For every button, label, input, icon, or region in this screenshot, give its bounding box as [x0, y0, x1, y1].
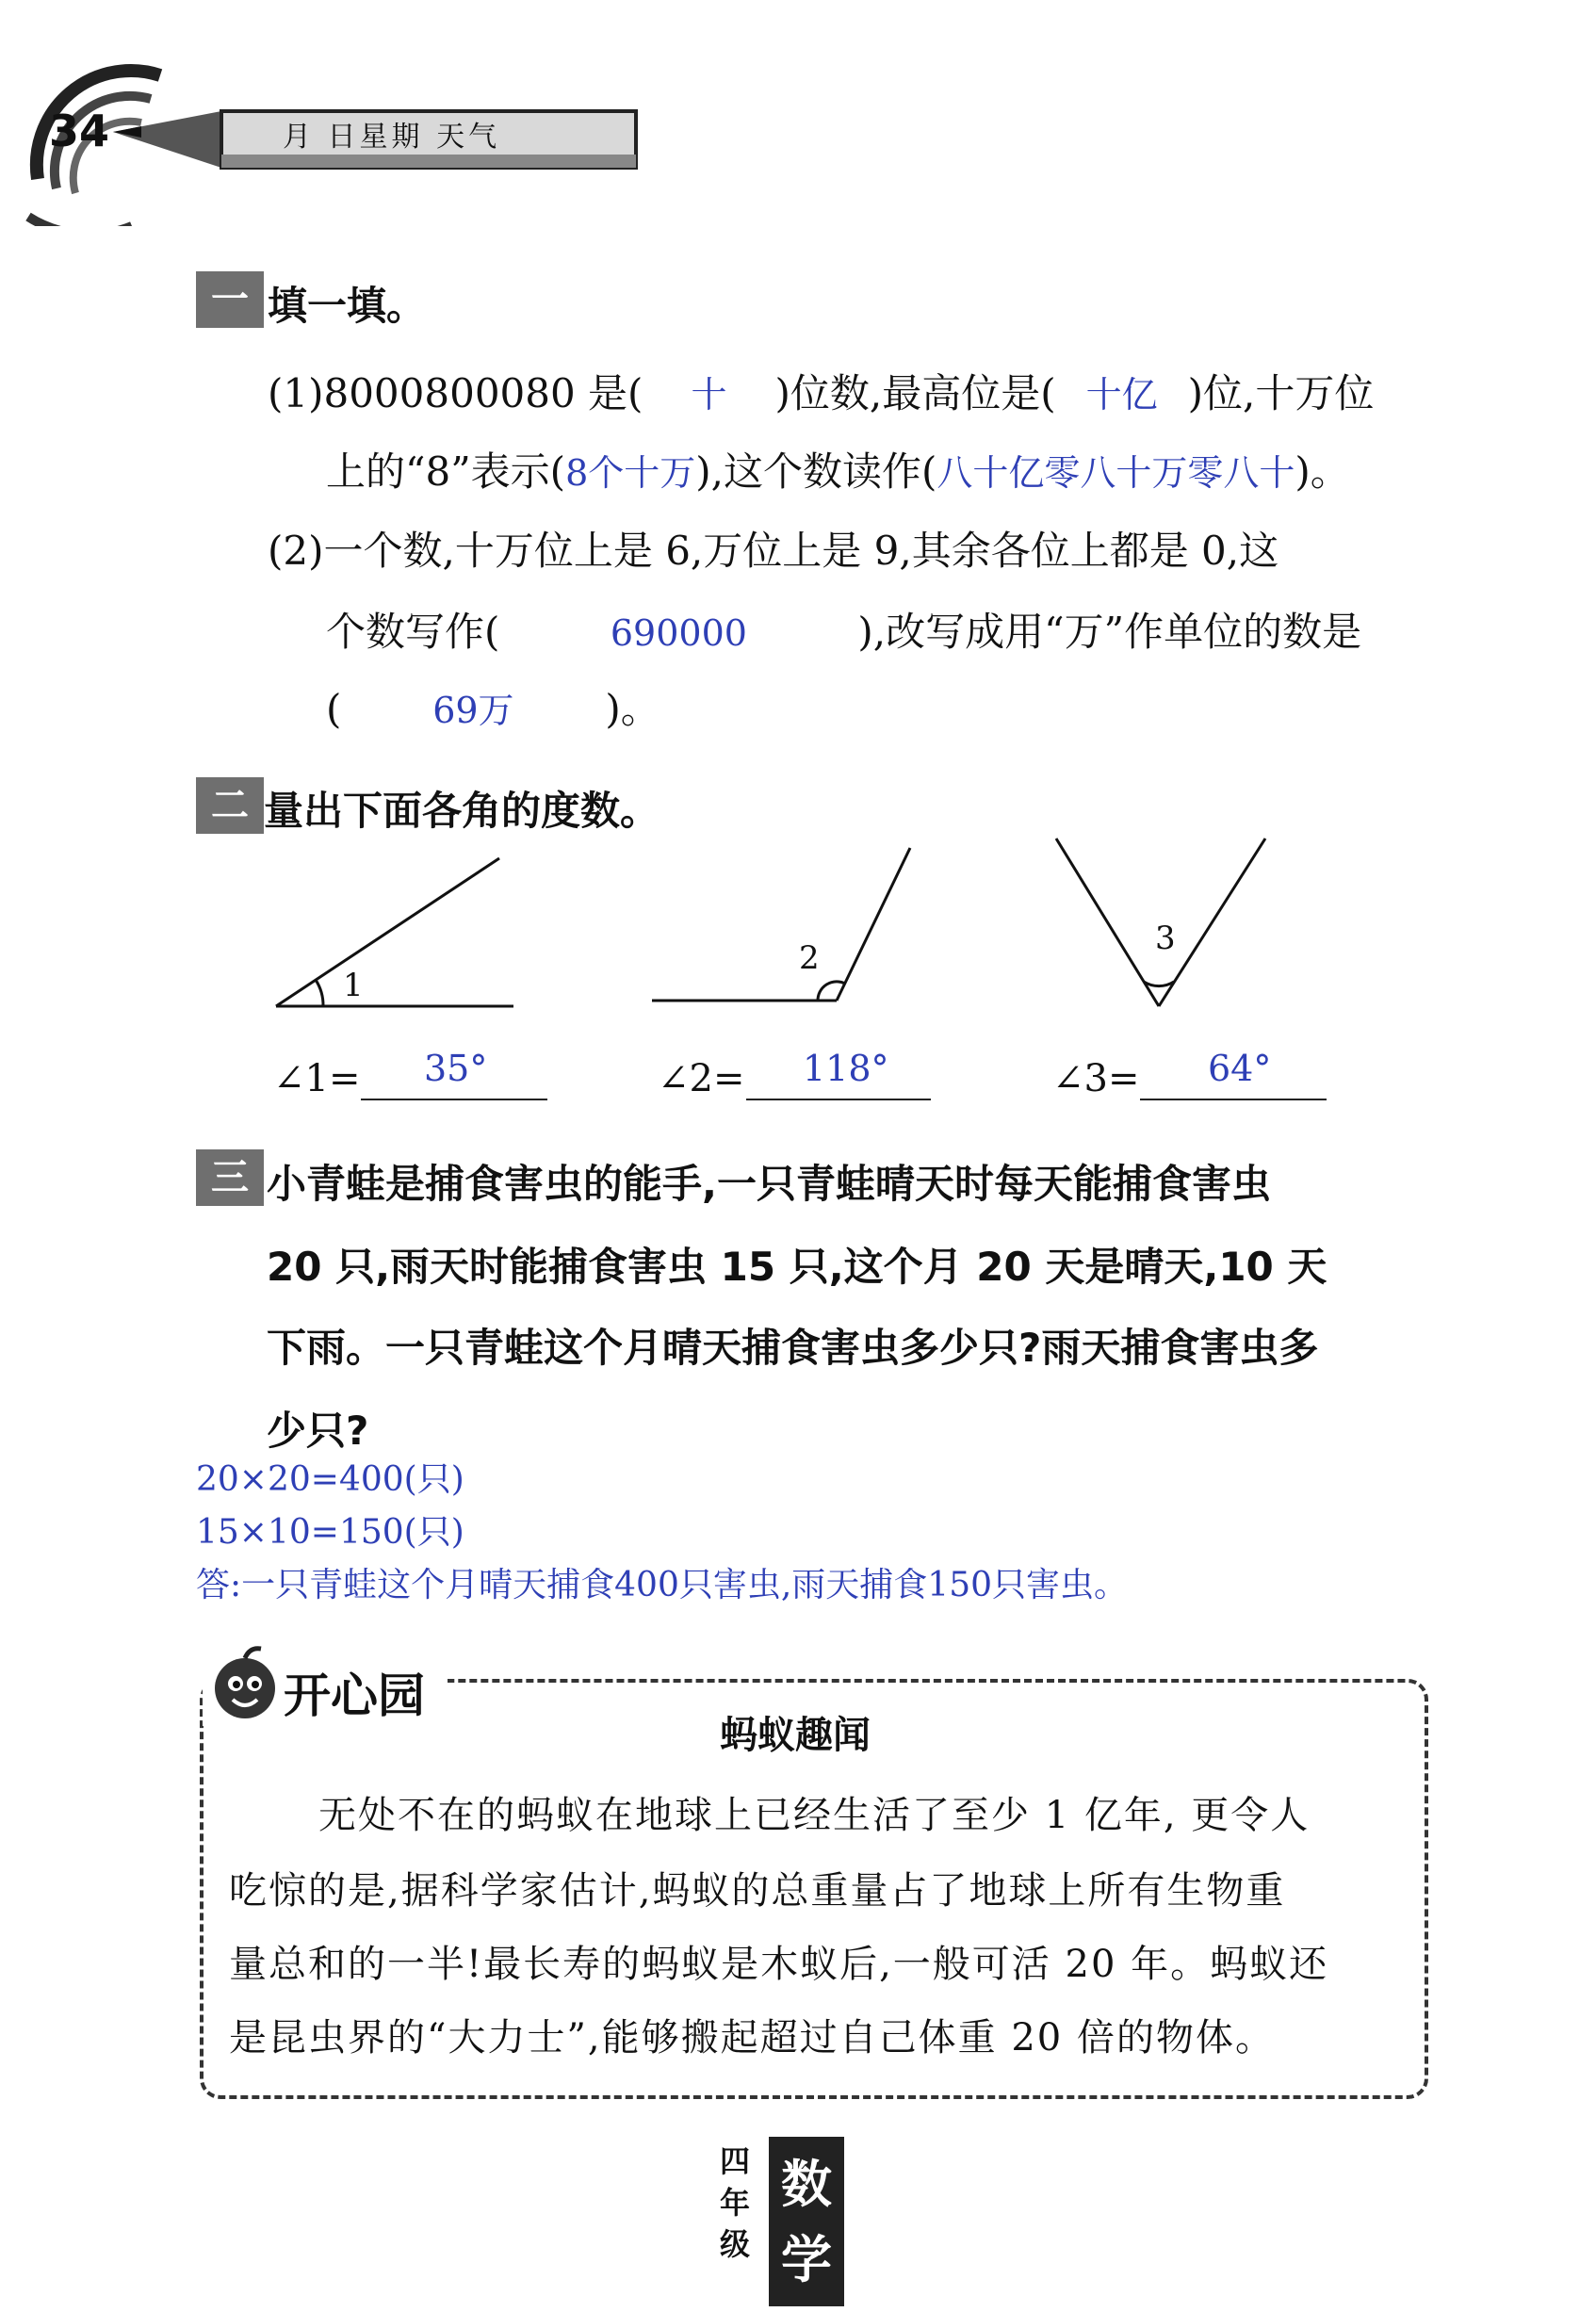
grade-char-2: 年 — [719, 2185, 750, 2221]
question-1-line-1 — [268, 363, 1374, 419]
problem-line-1: 小青蛙是捕食害虫的能手,一只青蛙晴天时每天能捕食害虫 — [267, 1161, 1271, 1207]
q1-text-c: )位,十万位 — [1187, 370, 1375, 416]
angle-figures — [0, 829, 1596, 1036]
answer-line: 答:一只青蛙这个月晴天捕食400只害虫,雨天捕食150只害虫。 — [196, 1566, 1128, 1604]
angle-1-upper-ray — [276, 858, 499, 1006]
grade-label — [716, 2141, 754, 2265]
q1-answer-highest-place: 十亿 — [1085, 374, 1158, 415]
q1-answer-digits: 十 — [691, 374, 727, 415]
section-title-measure: 量出下面各角的度数。 — [264, 788, 660, 834]
q1-answer-reading: 八十亿零八十万零八十 — [936, 452, 1295, 494]
kaixin-line-4: 是昆虫界的“大力士”,能够搬起超过自己体重 20 倍的物体。 — [229, 2016, 1275, 2060]
question-1-line-2 — [326, 441, 1350, 497]
q2-answer-wan: 69万 — [432, 690, 514, 731]
angle-2-answer: 118° — [803, 1048, 889, 1089]
kaixin-logo — [203, 1641, 448, 1726]
question-2-line-1: (2)一个数,十万位上是 6,万位上是 9,其余各位上都是 0,这 — [268, 528, 1279, 574]
q2-text-d: )。 — [605, 686, 660, 732]
angle-1-marker: 1 — [343, 967, 364, 1004]
angle-3-arc — [1144, 982, 1174, 986]
section-title-fill: 填一填。 — [268, 283, 427, 329]
section-badge-2: 二 — [196, 777, 264, 834]
subject-char-2: 学 — [781, 2229, 832, 2289]
q1-text-e: ),这个数读作( — [695, 448, 937, 495]
section-badge-1: 一 — [196, 271, 264, 328]
q2-answer-written: 690000 — [610, 612, 747, 654]
apple-mascot-icon — [203, 1641, 287, 1726]
q1-text-b: )位数,最高位是( — [774, 370, 1056, 416]
angle-3-answer: 64° — [1208, 1048, 1272, 1089]
work-line-1: 20×20=400(只) — [196, 1460, 464, 1499]
problem-line-3: 下雨。一只青蛙这个月晴天捕食害虫多少只?雨天捕食害虫多 — [267, 1325, 1319, 1371]
problem-line-2: 20 只,雨天时能捕食害虫 15 只,这个月 20 天是晴天,10 天 — [267, 1244, 1327, 1290]
subject-char-1: 数 — [781, 2154, 832, 2214]
q2-text-a: 个数写作( — [326, 609, 500, 655]
kaixin-line-3: 量总和的一半!最长寿的蚂蚁是木蚁后,一般可活 20 年。蚂蚁还 — [229, 1943, 1329, 1986]
q2-text-b: ),改写成用“万”作单位的数是 — [857, 609, 1362, 655]
q1-text-d: 上的“8”表示( — [326, 448, 566, 495]
q1-answer-meaning: 8个十万 — [565, 452, 696, 494]
angle-3-left-ray — [1056, 839, 1159, 1006]
angle-2-marker: 2 — [799, 939, 820, 977]
grade-char-1: 四 — [719, 2143, 750, 2179]
problem-line-4: 少只? — [267, 1408, 369, 1454]
kaixin-story-title: 蚂蚁趣闻 — [720, 1714, 871, 1757]
work-line-2: 15×10=150(只) — [196, 1513, 464, 1552]
angle-2-upper-ray — [837, 848, 910, 1001]
kaixin-logo-text: 开心园 — [284, 1669, 425, 1723]
question-2-line-3 — [326, 678, 660, 735]
angle-1-blank — [361, 1099, 547, 1100]
question-2-line-2 — [326, 601, 1361, 658]
angle-1-arc — [316, 980, 323, 1006]
angle-3-label: ∠3= — [1052, 1057, 1140, 1100]
q2-text-c: ( — [326, 686, 342, 732]
subject-label — [769, 2137, 844, 2306]
section-badge-3: 三 — [196, 1149, 264, 1206]
q1-text-f: )。 — [1295, 448, 1350, 495]
angle-3-marker: 3 — [1155, 920, 1176, 957]
page-number: 34 — [49, 106, 110, 156]
angle-2-blank — [746, 1099, 931, 1100]
kaixin-line-1: 无处不在的蚂蚁在地球上已经生活了至少 1 亿年, 更令人 — [318, 1794, 1311, 1837]
angle-2-label: ∠2= — [658, 1057, 745, 1100]
q1-text-a: (1)8000800080 是( — [268, 370, 643, 416]
angle-3-blank — [1140, 1099, 1327, 1100]
angle-1-label: ∠1= — [273, 1057, 361, 1100]
angle-1-answer: 35° — [424, 1048, 488, 1089]
kaixin-line-2: 吃惊的是,据科学家估计,蚂蚁的总重量占了地球上所有生物重 — [229, 1869, 1286, 1913]
grade-char-3: 级 — [719, 2226, 750, 2262]
date-weather-line: 月 日星期 天气 — [283, 121, 501, 154]
